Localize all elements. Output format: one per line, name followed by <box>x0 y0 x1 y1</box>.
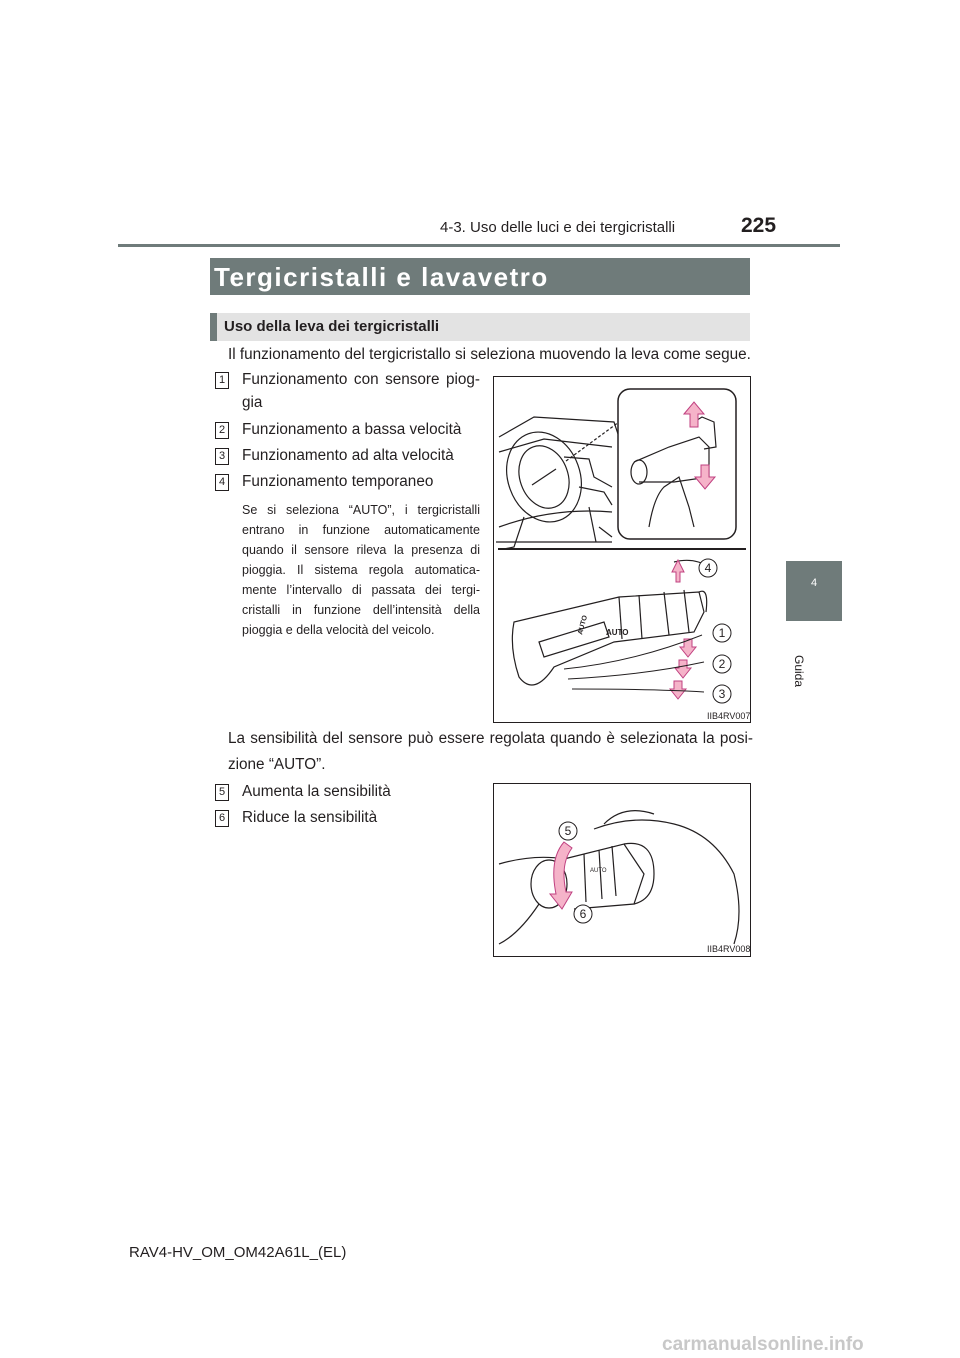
subsection-accent <box>210 313 217 341</box>
chapter-tab-number: 4 <box>810 577 818 589</box>
watermark: carmanualsonline.info <box>662 1334 864 1355</box>
callout-number: 4 <box>704 561 712 575</box>
header-rule <box>118 244 840 247</box>
wiper-lever-illustration <box>494 377 750 722</box>
subsection-heading: Uso della leva dei tergicristalli <box>224 318 440 335</box>
list-item-text: Funzionamento a bassa velocità <box>242 421 462 438</box>
sensitivity-dial-illustration <box>494 784 750 956</box>
chapter-tab-label: Guida <box>792 655 806 688</box>
lever-label: AUTO <box>606 628 629 637</box>
sensitivity-paragraph: La sensibilità del sensore può essere regolata quando è selezionata la posi-zione “AUTO”. <box>228 730 753 773</box>
note-paragraph: Se si seleziona “AUTO”, i tergicristalli entrano in funzione automaticamente quando il sensore rileva la presenza di pioggia. Il sistema regola automatica-mente l’intervallo di passata dei tergi-cristalli in funzione dell’intensità della pioggia e della velocità del veicolo. <box>242 503 480 637</box>
item-number-badge: 2 <box>215 422 229 439</box>
page-number: 225 <box>741 214 777 237</box>
document-code: RAV4-HV_OM_OM42A61L_(EL) <box>129 1244 347 1261</box>
item-number-badge: 4 <box>215 474 229 491</box>
figure-code: IIB4RV007 <box>707 711 751 721</box>
wiper-lever-figure <box>493 376 751 723</box>
callout-number: 1 <box>718 626 726 640</box>
intro-paragraph: Il funzionamento del tergicristallo si seleziona muovendo la leva come segue. <box>228 346 751 363</box>
figure-code: IIB4RV008 <box>707 944 751 954</box>
list-item-text: Riduce la sensibilità <box>242 809 378 826</box>
list-item-text: Funzionamento temporaneo <box>242 473 434 490</box>
list-item-text: Funzionamento ad alta velocità <box>242 447 454 464</box>
list-item-text: Aumenta la sensibilità <box>242 783 391 800</box>
item-number-badge: 6 <box>215 810 229 827</box>
item-number-badge: 1 <box>215 372 229 389</box>
item-number-badge: 3 <box>215 448 229 465</box>
page-title: Tergicristalli e lavavetro <box>214 262 549 292</box>
lever-label: AUTO <box>577 614 590 636</box>
callout-number: 6 <box>579 907 587 921</box>
callout-number: 2 <box>718 657 726 671</box>
callout-number: 3 <box>718 687 726 701</box>
section-reference: 4-3. Uso delle luci e dei tergicristalli <box>440 219 676 236</box>
chapter-tab <box>786 561 842 621</box>
lever-label: AUTO <box>590 868 607 874</box>
sensitivity-dial-figure <box>493 783 751 957</box>
callout-number: 5 <box>564 824 572 838</box>
list-item-text-continued: gia <box>242 394 263 411</box>
item-number-badge: 5 <box>215 784 229 801</box>
list-item-text: Funzionamento con sensore piog- <box>242 371 480 388</box>
